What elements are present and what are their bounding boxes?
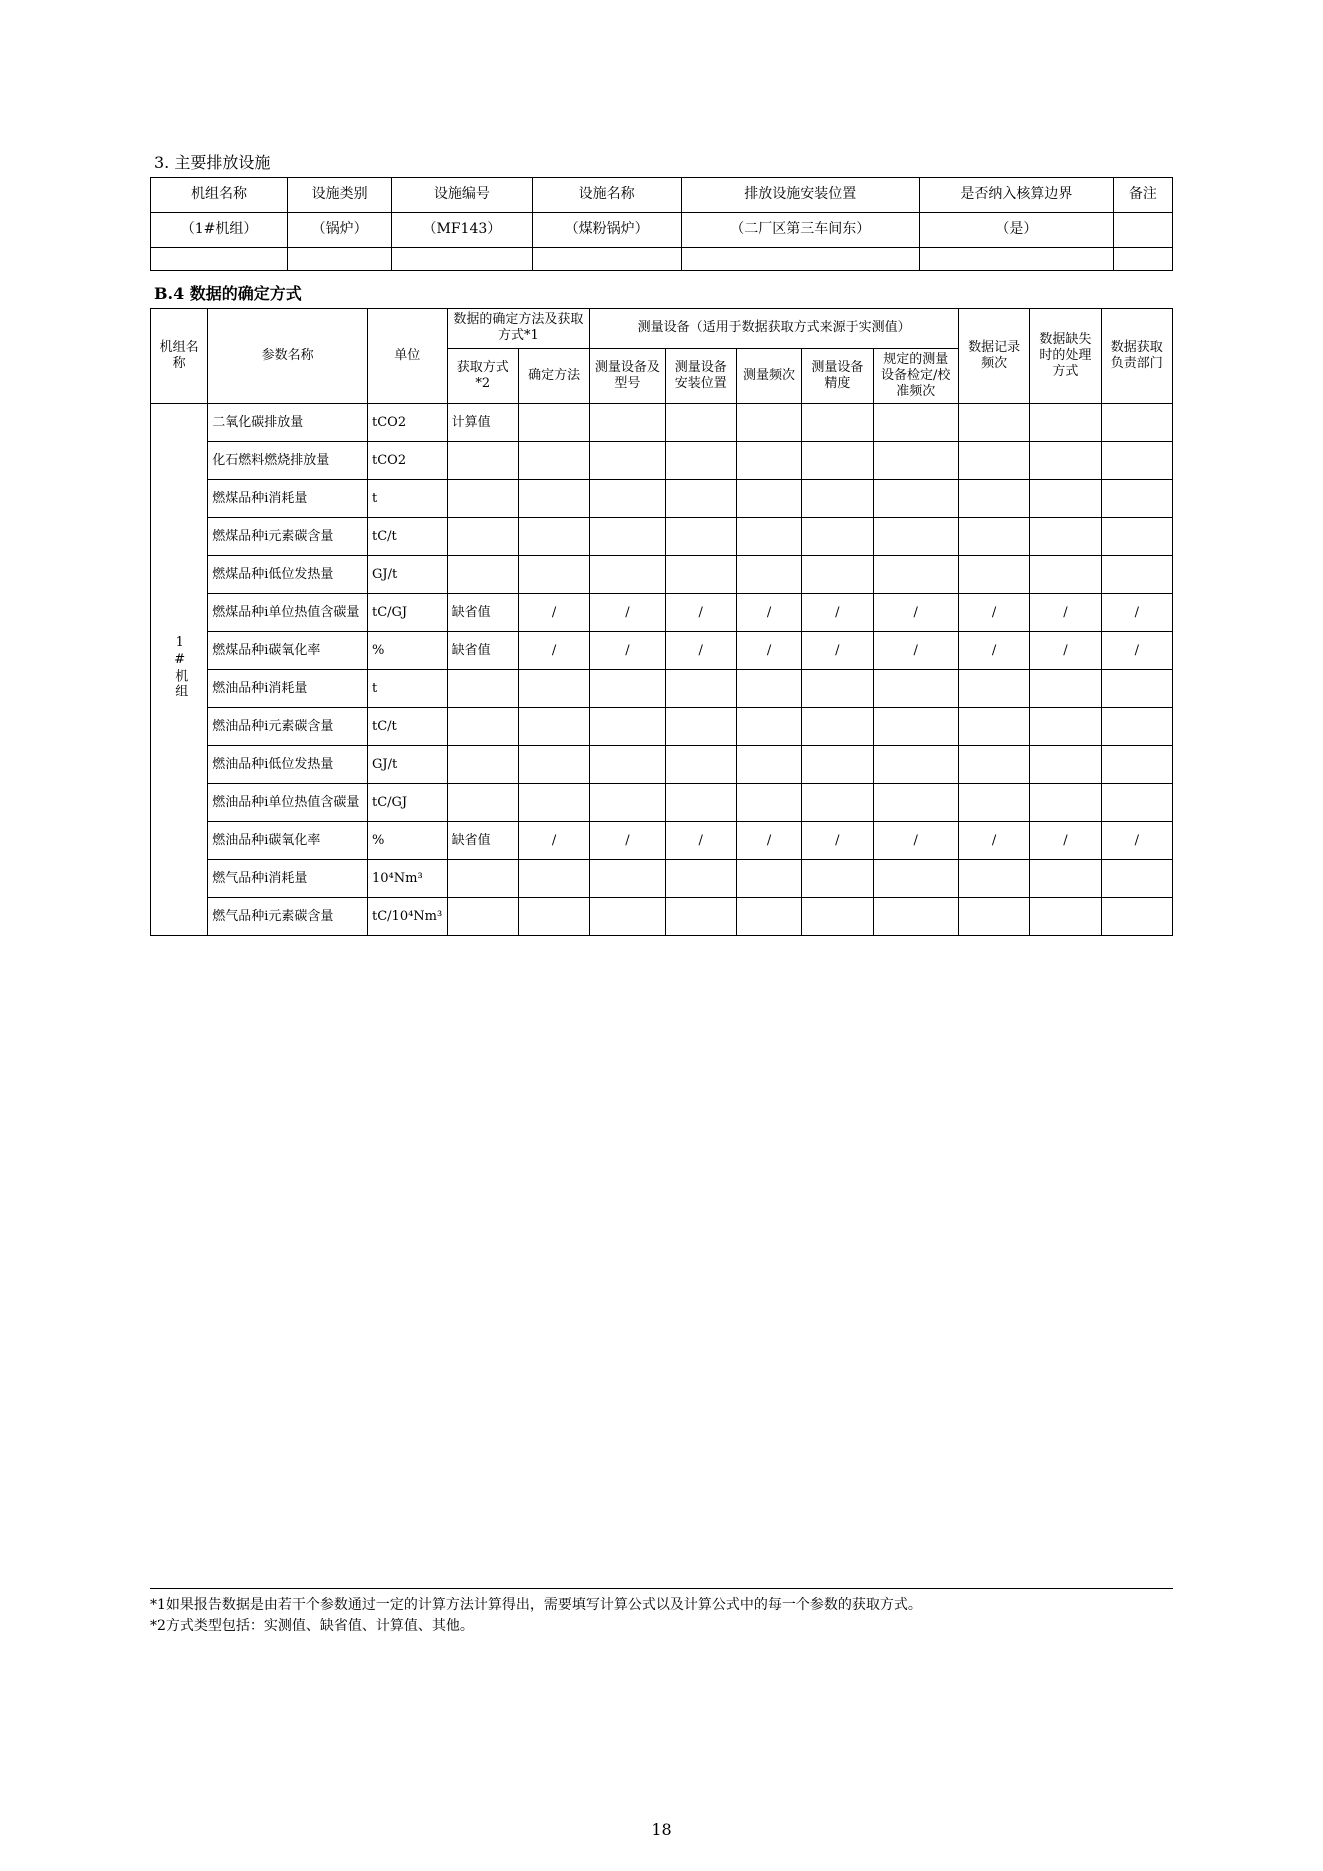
cell-unit: tC/t [368, 518, 448, 556]
cell-equip-precision [802, 480, 873, 518]
header-remark: 备注 [1113, 178, 1172, 213]
cell-empty [151, 248, 288, 271]
cell-equip-location [665, 480, 736, 518]
table-row [151, 746, 1173, 784]
cell-get-method [447, 784, 518, 822]
table-row [151, 898, 1173, 936]
cell-responsible-dept [1101, 898, 1172, 936]
cell-responsible-dept [1101, 784, 1172, 822]
cell-missing-handling: / [1030, 594, 1101, 632]
cell-determine-method [518, 898, 589, 936]
cell-equip-model: / [590, 632, 665, 670]
cell-param-name: 二氧化碳排放量 [208, 404, 368, 442]
cell-calibration-freq: / [873, 822, 958, 860]
header-responsible-dept: 数据获取负责部门 [1101, 309, 1172, 404]
table-row [151, 404, 1173, 442]
cell-equip-precision [802, 784, 873, 822]
cell-equip-model [590, 442, 665, 480]
cell-responsible-dept: / [1101, 822, 1172, 860]
cell-calibration-freq [873, 556, 958, 594]
cell-missing-handling [1030, 708, 1101, 746]
main-emission-facilities-table [150, 177, 1173, 271]
cell-record-freq [958, 860, 1029, 898]
cell-missing-handling: / [1030, 822, 1101, 860]
table-row [151, 556, 1173, 594]
cell-unit: tC/GJ [368, 594, 448, 632]
cell-equip-location [665, 442, 736, 480]
cell-unit-group [151, 404, 208, 936]
cell-determine-method: / [518, 594, 589, 632]
cell-equip-model [590, 860, 665, 898]
header-method-group [447, 309, 590, 349]
table-row-empty [151, 248, 1173, 271]
table-row [151, 784, 1173, 822]
cell-determine-method [518, 746, 589, 784]
cell-calibration-freq [873, 746, 958, 784]
cell-equip-location [665, 670, 736, 708]
cell-responsible-dept [1101, 404, 1172, 442]
cell-get-method [447, 518, 518, 556]
cell-missing-handling: / [1030, 632, 1101, 670]
header-record-freq: 数据记录频次 [958, 309, 1029, 404]
data-determination-body [151, 404, 1173, 936]
cell-get-method: 缺省值 [447, 632, 518, 670]
cell-calibration-freq: / [873, 594, 958, 632]
cell-calibration-freq [873, 670, 958, 708]
cell-equip-location [665, 746, 736, 784]
footnote-2: *2方式类型包括：实测值、缺省值、计算值、其他。 [150, 1618, 474, 1634]
document-page [150, 150, 1173, 936]
cell-equip-precision [802, 556, 873, 594]
cell-missing-handling [1030, 670, 1101, 708]
table-row [151, 480, 1173, 518]
footnotes [150, 1588, 1173, 1637]
cell-measure-freq [736, 784, 801, 822]
cell-determine-method [518, 518, 589, 556]
cell-responsible-dept [1101, 746, 1172, 784]
cell-unit: % [368, 822, 448, 860]
cell-record-freq [958, 708, 1029, 746]
cell-equip-model [590, 746, 665, 784]
cell-missing-handling [1030, 442, 1101, 480]
cell-responsible-dept [1101, 480, 1172, 518]
cell-unit: t [368, 480, 448, 518]
cell-equip-precision: / [802, 594, 873, 632]
cell-calibration-freq [873, 898, 958, 936]
cell-unit: tCO2 [368, 442, 448, 480]
table-row [151, 708, 1173, 746]
cell-unit: tC/GJ [368, 784, 448, 822]
cell-facility-code: （MF143） [392, 213, 533, 248]
cell-param-name: 燃煤品种i元素碳含量 [208, 518, 368, 556]
cell-equip-model [590, 784, 665, 822]
cell-determine-method [518, 556, 589, 594]
cell-get-method [447, 480, 518, 518]
cell-record-freq [958, 670, 1029, 708]
cell-record-freq [958, 784, 1029, 822]
cell-determine-method [518, 442, 589, 480]
cell-record-freq [958, 480, 1029, 518]
cell-responsible-dept [1101, 442, 1172, 480]
cell-empty [920, 248, 1114, 271]
cell-equip-location: / [665, 594, 736, 632]
footnote-1: *1如果报告数据是由若干个参数通过一定的计算方法计算得出，需要填写计算公式以及计算公式中的每一个参数的获取方式。 [150, 1597, 922, 1613]
cell-calibration-freq [873, 442, 958, 480]
data-determination-table [150, 308, 1173, 936]
cell-param-name: 燃气品种i元素碳含量 [208, 898, 368, 936]
header-unit-name: 机组名称 [151, 178, 288, 213]
cell-measure-freq [736, 404, 801, 442]
cell-responsible-dept: / [1101, 632, 1172, 670]
cell-empty [288, 248, 392, 271]
header-unit-name: 机组名称 [151, 309, 208, 404]
cell-equip-model [590, 480, 665, 518]
cell-unit: t [368, 670, 448, 708]
header-equip-precision: 测量设备精度 [802, 348, 873, 404]
header-get-method: 获取方式*2 [447, 348, 518, 404]
cell-missing-handling [1030, 480, 1101, 518]
cell-equip-precision [802, 898, 873, 936]
cell-equip-precision: / [802, 822, 873, 860]
cell-get-method [447, 860, 518, 898]
table-row [151, 860, 1173, 898]
cell-calibration-freq [873, 480, 958, 518]
cell-get-method [447, 746, 518, 784]
cell-get-method [447, 898, 518, 936]
cell-record-freq: / [958, 822, 1029, 860]
table-row [151, 213, 1173, 248]
cell-unit: GJ/t [368, 556, 448, 594]
cell-measure-freq [736, 518, 801, 556]
table-row [151, 594, 1173, 632]
table-header-row [151, 309, 1173, 349]
cell-measure-freq: / [736, 822, 801, 860]
header-facility-name: 设施名称 [532, 178, 681, 213]
cell-get-method: 缺省值 [447, 594, 518, 632]
cell-empty [1113, 248, 1172, 271]
cell-unit-name: （1#机组） [151, 213, 288, 248]
cell-responsible-dept [1101, 518, 1172, 556]
cell-facility-name: （煤粉锅炉） [532, 213, 681, 248]
cell-equip-model: / [590, 594, 665, 632]
cell-responsible-dept [1101, 708, 1172, 746]
cell-missing-handling [1030, 746, 1101, 784]
header-determine-method: 确定方法 [518, 348, 589, 404]
cell-determine-method [518, 708, 589, 746]
cell-missing-handling [1030, 404, 1101, 442]
cell-missing-handling [1030, 556, 1101, 594]
cell-equip-precision [802, 860, 873, 898]
cell-determine-method: / [518, 632, 589, 670]
header-equip-location: 测量设备安装位置 [665, 348, 736, 404]
cell-get-method [447, 708, 518, 746]
cell-measure-freq [736, 746, 801, 784]
cell-record-freq [958, 404, 1029, 442]
table-row [151, 822, 1173, 860]
cell-measure-freq [736, 442, 801, 480]
cell-empty [532, 248, 681, 271]
cell-unit: 10⁴Nm³ [368, 860, 448, 898]
cell-in-boundary: （是） [920, 213, 1114, 248]
cell-empty [681, 248, 920, 271]
header-unit: 单位 [368, 309, 448, 404]
cell-missing-handling [1030, 784, 1101, 822]
table-header-row [151, 178, 1173, 213]
cell-equip-location [665, 784, 736, 822]
page-number: 18 [651, 1820, 672, 1839]
cell-param-name: 燃煤品种i单位热值含碳量 [208, 594, 368, 632]
cell-determine-method [518, 860, 589, 898]
cell-equip-precision [802, 518, 873, 556]
cell-param-name: 燃煤品种i碳氧化率 [208, 632, 368, 670]
cell-equip-precision: / [802, 632, 873, 670]
cell-record-freq [958, 556, 1029, 594]
cell-equip-precision [802, 670, 873, 708]
cell-determine-method [518, 404, 589, 442]
cell-equip-model [590, 404, 665, 442]
header-measure-freq: 测量频次 [736, 348, 801, 404]
cell-get-method [447, 442, 518, 480]
cell-determine-method [518, 784, 589, 822]
header-in-boundary: 是否纳入核算边界 [920, 178, 1114, 213]
cell-unit: tC/10⁴Nm³ [368, 898, 448, 936]
cell-equip-model [590, 898, 665, 936]
cell-record-freq [958, 746, 1029, 784]
header-facility-type: 设施类别 [288, 178, 392, 213]
header-calibration-freq: 规定的测量设备检定/校准频次 [873, 348, 958, 404]
cell-equip-location [665, 518, 736, 556]
cell-calibration-freq [873, 784, 958, 822]
cell-param-name: 燃煤品种i消耗量 [208, 480, 368, 518]
header-equip-model: 测量设备及型号 [590, 348, 665, 404]
cell-equip-precision [802, 746, 873, 784]
cell-responsible-dept [1101, 556, 1172, 594]
cell-record-freq [958, 898, 1029, 936]
cell-param-name: 燃油品种i碳氧化率 [208, 822, 368, 860]
section3-title: 3. 主要排放设施 [154, 153, 271, 172]
cell-equip-location: / [665, 632, 736, 670]
cell-equip-precision [802, 708, 873, 746]
cell-param-name: 燃气品种i消耗量 [208, 860, 368, 898]
cell-equip-precision [802, 404, 873, 442]
cell-equip-model [590, 708, 665, 746]
cell-equip-model [590, 556, 665, 594]
cell-get-method [447, 670, 518, 708]
cell-unit: GJ/t [368, 746, 448, 784]
cell-get-method [447, 556, 518, 594]
cell-determine-method [518, 480, 589, 518]
cell-calibration-freq [873, 404, 958, 442]
header-param-name: 参数名称 [208, 309, 368, 404]
cell-equip-model: / [590, 822, 665, 860]
cell-measure-freq [736, 480, 801, 518]
cell-equip-location [665, 556, 736, 594]
cell-measure-freq: / [736, 632, 801, 670]
cell-missing-handling [1030, 860, 1101, 898]
cell-param-name: 燃煤品种i低位发热量 [208, 556, 368, 594]
cell-record-freq: / [958, 594, 1029, 632]
cell-measure-freq [736, 860, 801, 898]
cell-install-location: （二厂区第三车间东） [681, 213, 920, 248]
cell-param-name: 燃油品种i低位发热量 [208, 746, 368, 784]
cell-determine-method [518, 670, 589, 708]
cell-unit: tCO2 [368, 404, 448, 442]
cell-get-method: 缺省值 [447, 822, 518, 860]
table-row [151, 670, 1173, 708]
cell-equip-model [590, 670, 665, 708]
cell-param-name: 化石燃料燃烧排放量 [208, 442, 368, 480]
cell-equip-location [665, 708, 736, 746]
header-missing-handling: 数据缺失时的处理方式 [1030, 309, 1101, 404]
cell-measure-freq: / [736, 594, 801, 632]
cell-empty [392, 248, 533, 271]
cell-calibration-freq [873, 518, 958, 556]
cell-responsible-dept [1101, 860, 1172, 898]
cell-calibration-freq [873, 860, 958, 898]
cell-measure-freq [736, 556, 801, 594]
table-row [151, 442, 1173, 480]
cell-measure-freq [736, 708, 801, 746]
table-row [151, 518, 1173, 556]
b4-title: B.4 数据的确定方式 [154, 284, 302, 303]
cell-measure-freq [736, 898, 801, 936]
cell-calibration-freq [873, 708, 958, 746]
cell-equip-location [665, 860, 736, 898]
table-row [151, 632, 1173, 670]
cell-responsible-dept [1101, 670, 1172, 708]
cell-measure-freq [736, 670, 801, 708]
cell-equip-location [665, 404, 736, 442]
cell-equip-location: / [665, 822, 736, 860]
cell-equip-location [665, 898, 736, 936]
cell-equip-precision [802, 442, 873, 480]
cell-facility-type: （锅炉） [288, 213, 392, 248]
cell-remark [1113, 213, 1172, 248]
cell-responsible-dept: / [1101, 594, 1172, 632]
cell-missing-handling [1030, 898, 1101, 936]
cell-unit: % [368, 632, 448, 670]
cell-missing-handling [1030, 518, 1101, 556]
cell-determine-method: / [518, 822, 589, 860]
cell-equip-model [590, 518, 665, 556]
header-equipment-group: 测量设备（适用于数据获取方式来源于实测值） [590, 309, 959, 349]
cell-param-name: 燃油品种i单位热值含碳量 [208, 784, 368, 822]
cell-param-name: 燃油品种i元素碳含量 [208, 708, 368, 746]
unit-group-label: 1#机组 [172, 635, 188, 700]
header-install-location: 排放设施安装位置 [681, 178, 920, 213]
cell-record-freq [958, 442, 1029, 480]
cell-get-method: 计算值 [447, 404, 518, 442]
cell-param-name: 燃油品种i消耗量 [208, 670, 368, 708]
cell-calibration-freq: / [873, 632, 958, 670]
cell-record-freq: / [958, 632, 1029, 670]
cell-unit: tC/t [368, 708, 448, 746]
header-facility-code: 设施编号 [392, 178, 533, 213]
cell-record-freq [958, 518, 1029, 556]
header-method-group-label: 数据的确定方法及获取方式*1 [453, 312, 584, 344]
